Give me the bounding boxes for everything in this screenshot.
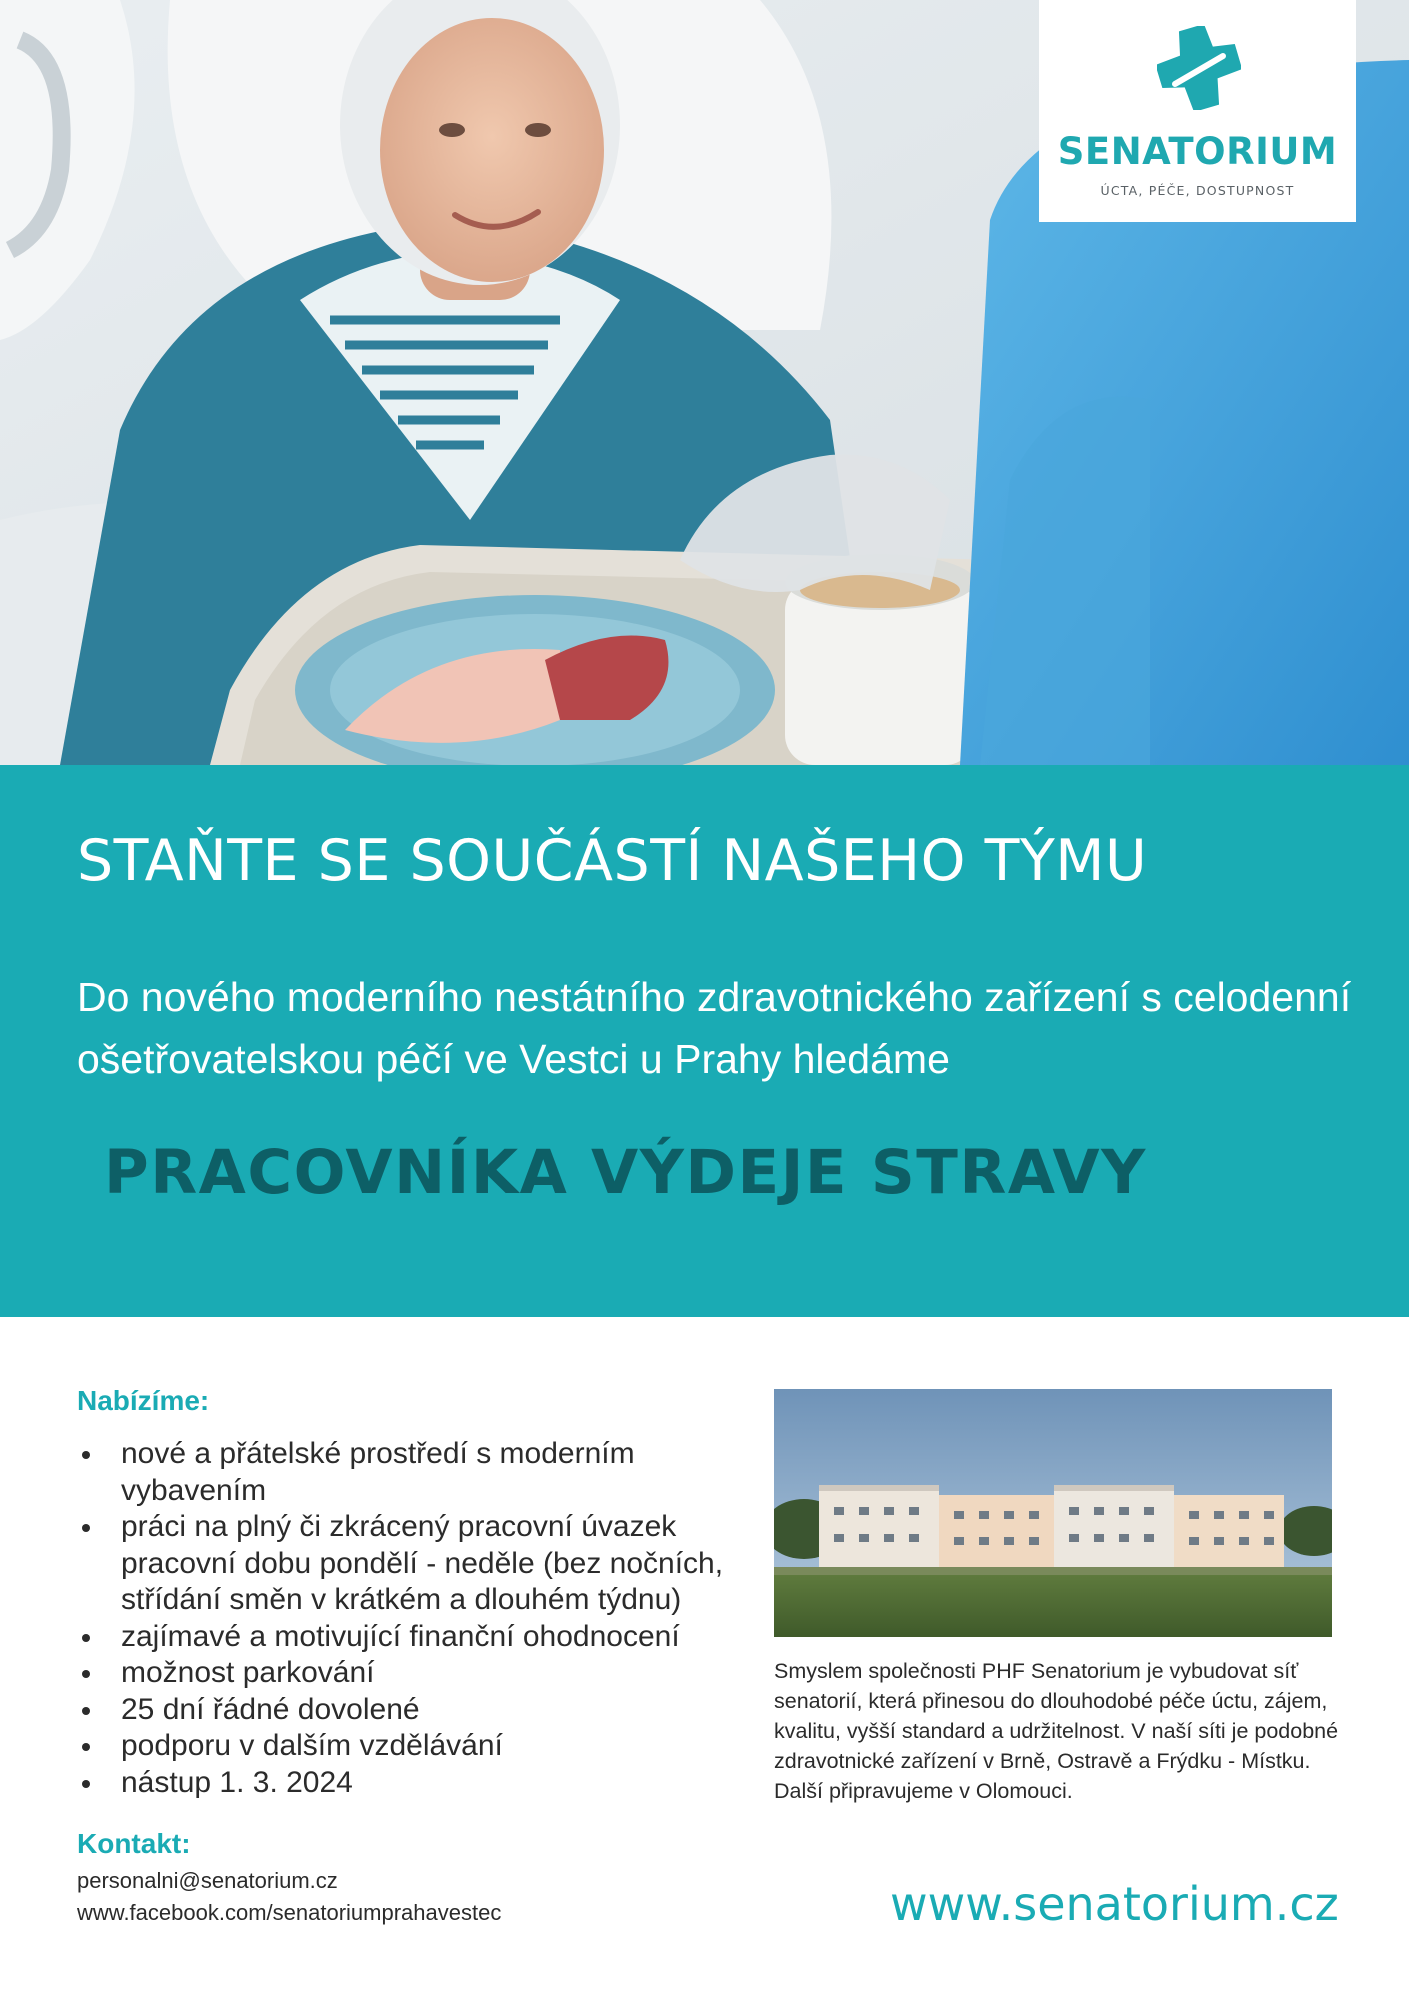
- offer-heading: Nabízíme:: [77, 1385, 210, 1416]
- contact-heading: Kontakt:: [77, 1828, 191, 1859]
- page-title: STAŇTE SE SOUČÁSTÍ NAŠEHO TÝMU: [77, 828, 1148, 894]
- intro-text: Do nového moderního nestátního zdravotnického zařízení s celodenní ošetřovatelskou péčí ve Vestci u Prahy hledáme: [77, 974, 1352, 1082]
- contact-facebook-link[interactable]: www.facebook.com/senatoriumprahavestec: [77, 1900, 502, 1925]
- website-link[interactable]: www.senatorium.cz: [890, 1877, 1339, 1931]
- list-item: možnost parkování: [77, 1655, 737, 1692]
- offer-list: [77, 1436, 737, 1801]
- job-position-title: PRACOVNÍKA VÝDEJE STRAVY: [104, 1137, 1147, 1208]
- building-photo: [774, 1389, 1332, 1637]
- senatorium-building-photo-icon: [774, 1389, 1332, 1637]
- logo: [1039, 0, 1356, 222]
- contact-email-link[interactable]: personalni@senatorium.cz: [77, 1868, 338, 1893]
- brand-name: SENATORIUM: [1057, 130, 1338, 173]
- list-item: nástup 1. 3. 2024: [77, 1765, 737, 1802]
- list-item: práci na plný či zkrácený pracovní úvazek pracovní dobu pondělí - neděle (bez nočních, střídání směn v krátkém a dlouhém týdnu): [77, 1509, 737, 1619]
- about-text: Smyslem společnosti PHF Senatorium je vybudovat síť senatorií, která přinesou do dlouhodobé péče úctu, zájem, kvalitu, vyšší standard a udržitelnost. V naší síti je podobné zdravotnické zařízení v Brně, Ostravě a Frýdku - Místku. Další připravujeme v Olomouci.: [774, 1659, 1339, 1803]
- list-item: zajímavé a motivující finanční ohodnocení: [77, 1619, 737, 1656]
- list-item: 25 dní řádné dovolené: [77, 1692, 737, 1729]
- senatorium-cross-icon: [1157, 26, 1241, 110]
- list-item: nové a přátelské prostředí s moderním vybavením: [77, 1436, 737, 1509]
- hero-photo: [0, 0, 1409, 765]
- list-item: podporu v dalším vzdělávání: [77, 1728, 737, 1765]
- brand-tagline: ÚCTA, PÉČE, DOSTUPNOST: [1100, 183, 1295, 198]
